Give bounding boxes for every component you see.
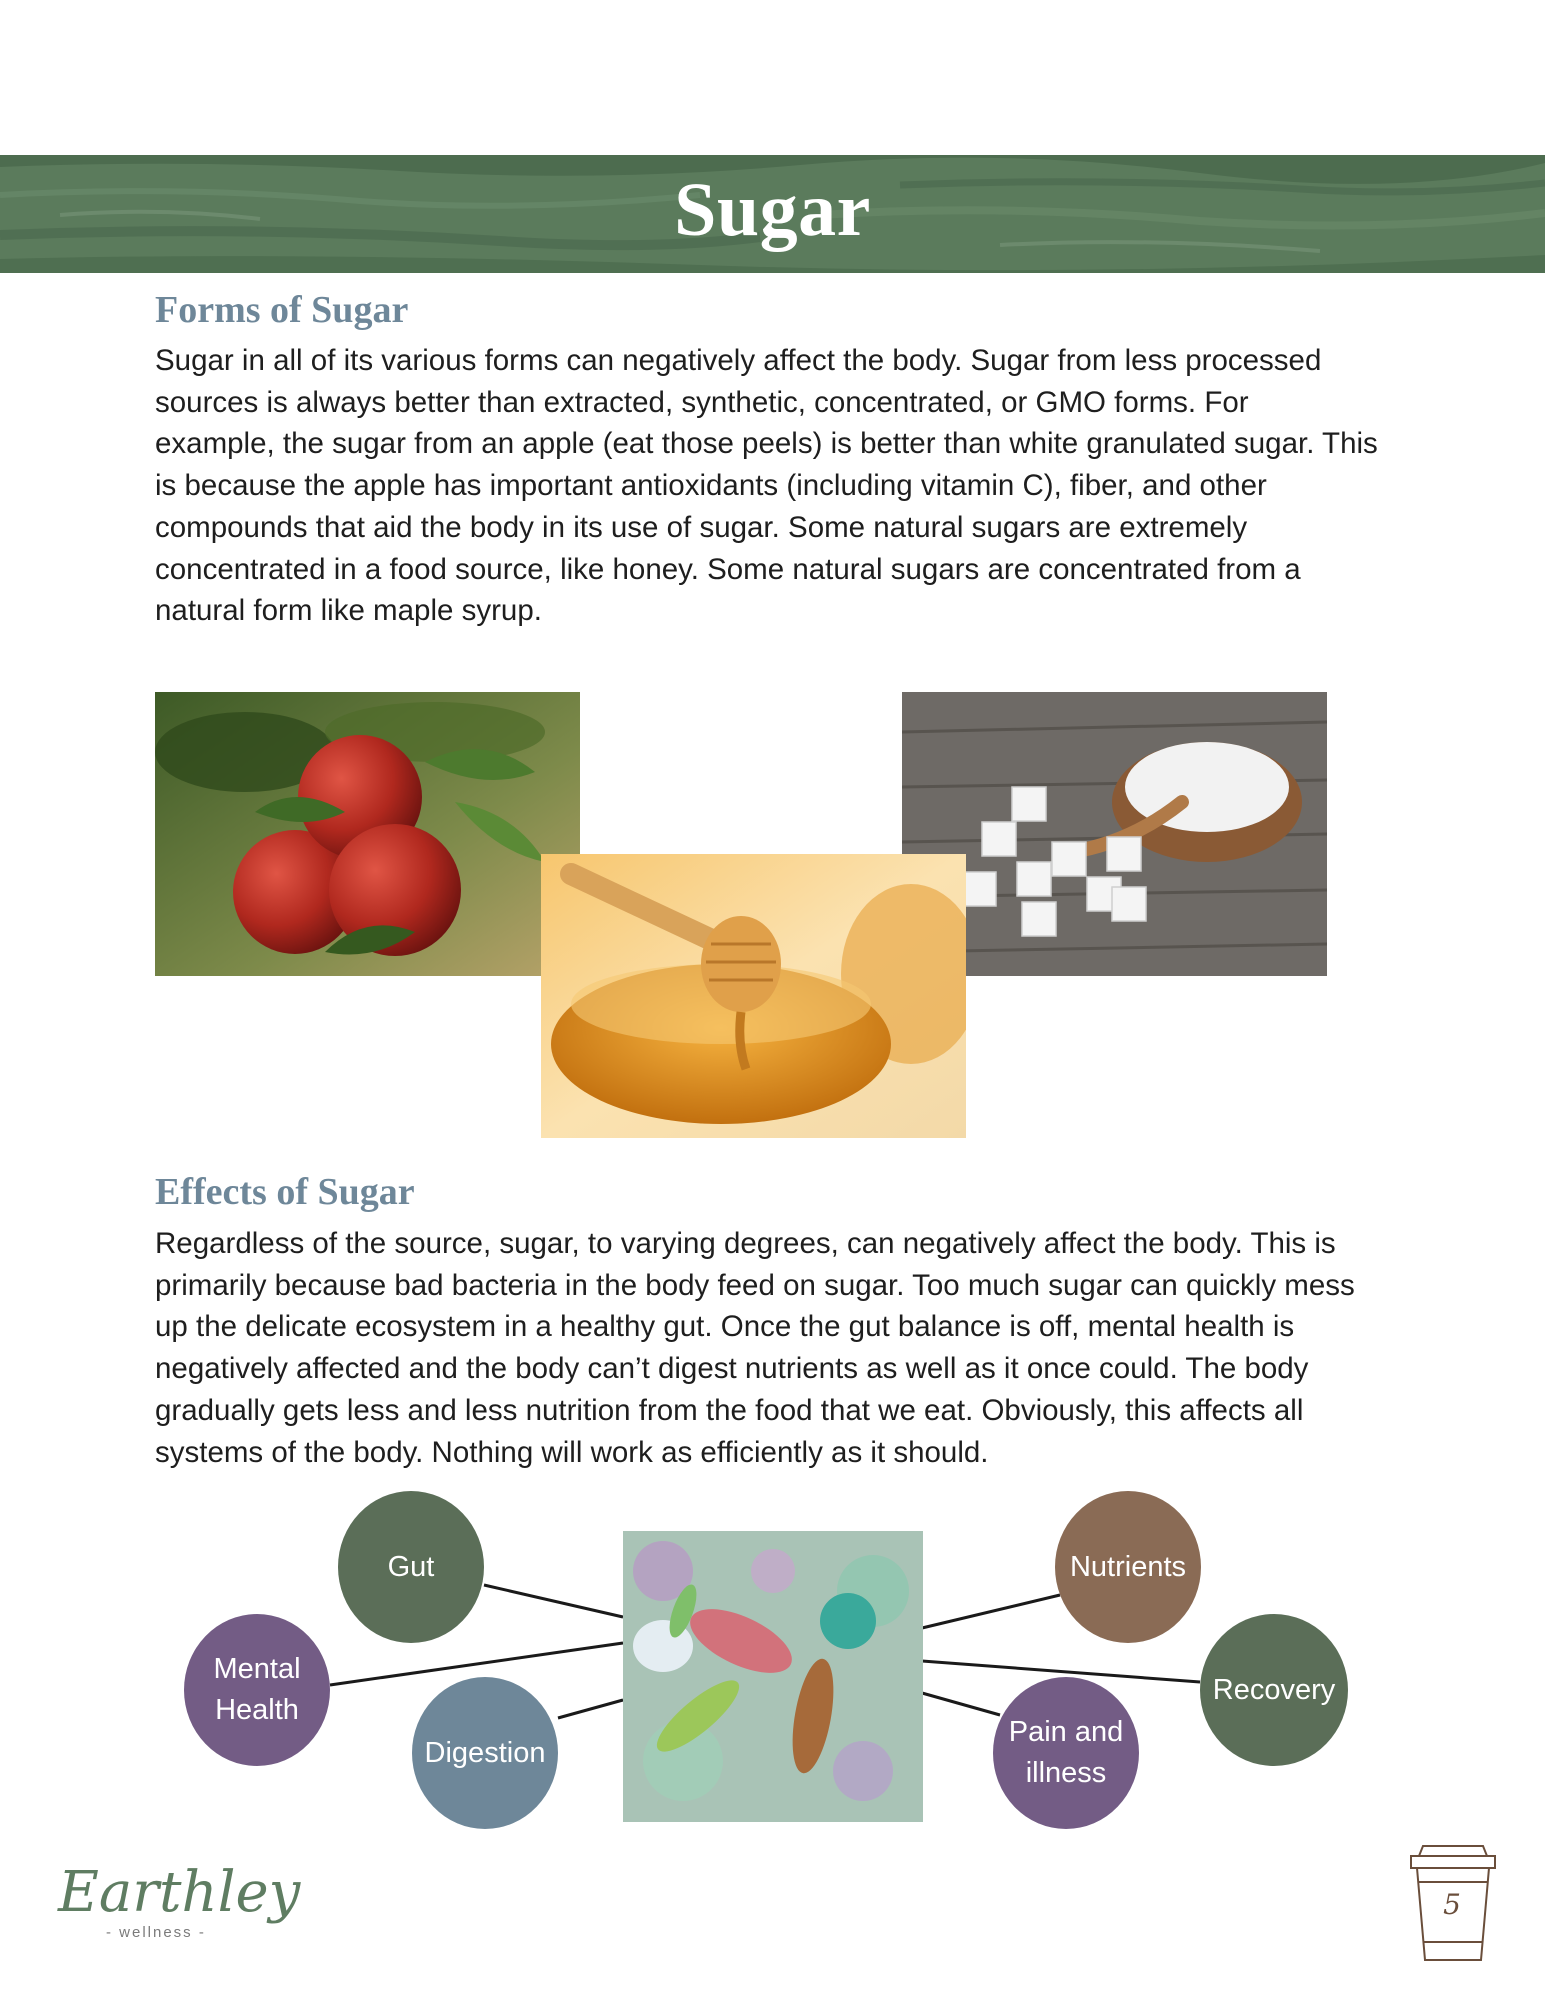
- effects-line: negatively affected and the body can’t digest nutrients as well as it once could. The body: [155, 1352, 1309, 1386]
- gut-label: Gut: [387, 1550, 435, 1583]
- gut-bubble: [338, 1491, 484, 1643]
- logo-subtitle: - wellness -: [106, 1924, 206, 1941]
- forms-line: natural form like maple syrup.: [155, 594, 542, 628]
- effects-line: gradually gets less and less nutrition from the food that we eat. Obviously, this affects all: [155, 1393, 1304, 1427]
- forms-line: is because the apple has important antioxidants (including vitamin C), fiber, and other: [155, 469, 1267, 503]
- page-title: Sugar: [674, 168, 871, 252]
- digestion-label: Digestion: [424, 1736, 546, 1769]
- recovery-bubble: [1200, 1614, 1348, 1766]
- bacteria-image: [623, 1531, 923, 1822]
- effects-line: systems of the body. Nothing will work as efficiently as it should.: [155, 1435, 989, 1469]
- effects-line: Regardless of the source, sugar, to varying degrees, can negatively affect the body. This is: [155, 1227, 1336, 1260]
- nutrients-label: Nutrients: [1069, 1550, 1187, 1583]
- nutrients-bubble: [1055, 1491, 1201, 1643]
- forms-line: concentrated in a food source, like honey. Some natural sugars are concentrated from a: [155, 552, 1301, 586]
- mental-health-label-2: Health: [215, 1694, 299, 1726]
- page-number: 5: [1443, 1888, 1461, 1921]
- mental-health-bubble: [184, 1614, 330, 1766]
- forms-line: example, the sugar from an apple (eat those peels) is better than white granulated sugar. This: [155, 427, 1378, 461]
- pain-illness-label-1: Pain and: [1008, 1716, 1124, 1748]
- mental-health-label-1: Mental: [213, 1653, 301, 1685]
- pain-illness-bubble: [993, 1677, 1139, 1829]
- forms-heading: Forms of Sugar: [155, 289, 409, 331]
- earthley-logo: [58, 1860, 301, 1950]
- forms-line: sources is always better than extracted, synthetic, concentrated, or GMO forms. For: [155, 385, 1249, 419]
- logo-wordmark: Earthley: [58, 1860, 301, 1925]
- pain-illness-label-2: illness: [1025, 1757, 1107, 1789]
- effects-heading: Effects of Sugar: [155, 1171, 415, 1213]
- forms-line: Sugar in all of its various forms can negatively affect the body. Sugar from less processed: [155, 344, 1322, 377]
- effects-line: primarily because bad bacteria in the body feed on sugar. Too much sugar can quickly mess: [155, 1268, 1355, 1302]
- forms-line: compounds that aid the body in its use of sugar. Some natural sugars are extremely: [155, 510, 1248, 544]
- digestion-bubble: [412, 1677, 558, 1829]
- effects-line: up the delicate ecosystem in a healthy gut. Once the gut balance is off, mental health is: [155, 1310, 1295, 1344]
- recovery-label: Recovery: [1212, 1673, 1336, 1706]
